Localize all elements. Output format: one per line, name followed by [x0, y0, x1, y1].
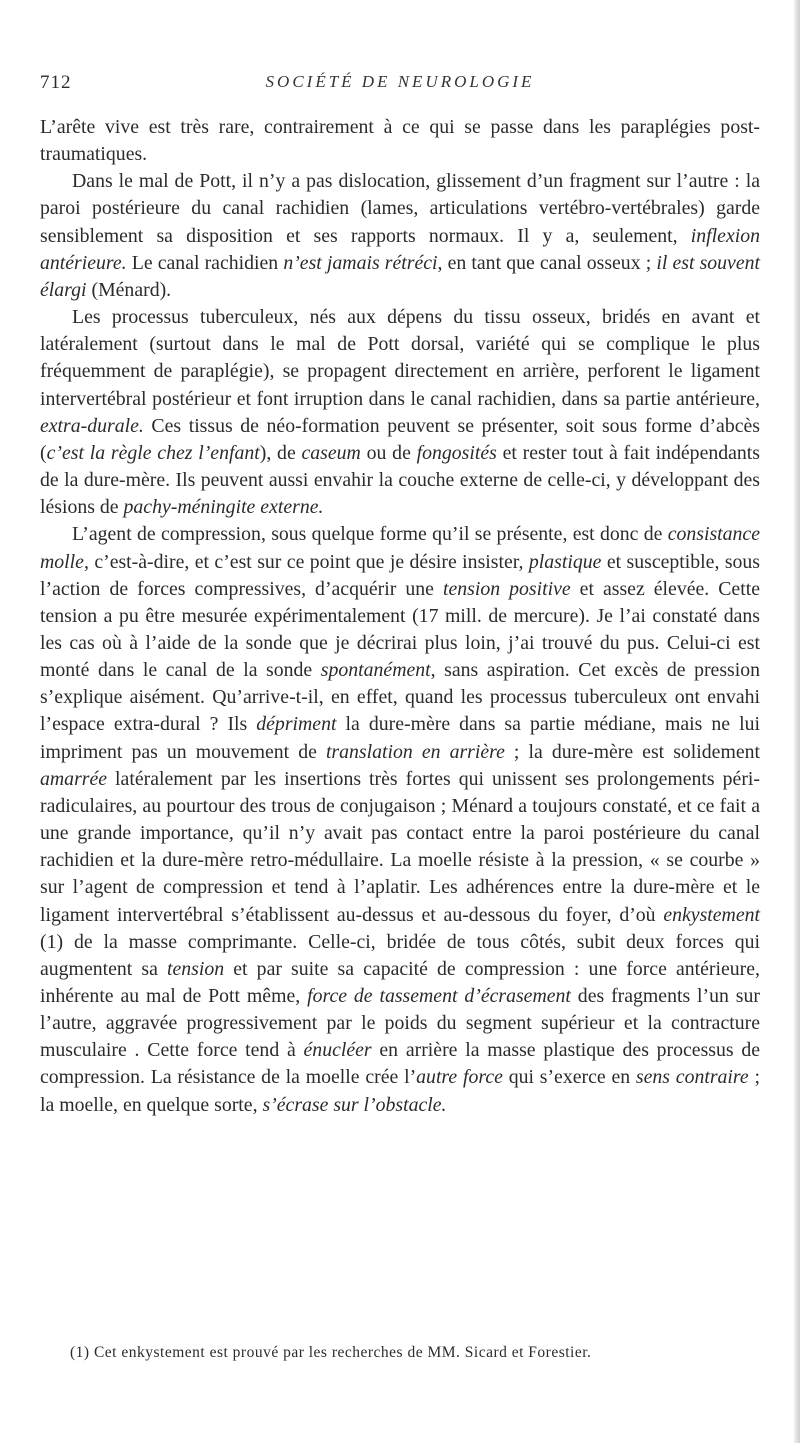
running-head: SOCIÉTÉ DE NEUROLOGIE [265, 72, 535, 91]
paragraph-1: L’arête vive est très rare, contrairement à ce qui se passe dans les paraplégies post-traumatiques. [40, 116, 760, 166]
paragraph-4: L’agent de compression, sous quelque forme qu’il se présente, est donc de consistance molle, c’est-à-dire, et c’est sur ce point que je désire insister, plastique et susceptible, sous l’action de forces compressives, d’acquérir une tension positive et assez élevée. Cette tension a pu être mesurée expérimentalement (17 mill. de mercure). Je l’ai constaté dans les cas où à l’aide de la sonde que je décrirai plus loin, j’ai trouvé du pus. Celui-ci est monté dans le canal de la sonde spontanément, sans aspiration. Cet excès de pression s’explique aisément. Qu’arrive-t-il, en effet, quand les processus tuberculeux ont envahi l’espace extra-dural ? Ils dépriment la dure-mère dans sa partie médiane, mais ne lui impriment pas un mouvement de translation en arrière ; la dure-mère est solidement amarrée latéralement par les insertions très fortes qui unissent ses prolongements péri-radiculaires, au pourtour des trous de conjugaison ; Ménard a toujours constaté, et ce fait a une grande importance, qu’il n’y avait pas contact entre la paroi postérieure du canal rachidien et la dure-mère retro-médullaire. La moelle résiste à la pression, « se courbe » sur l’agent de compression et tend à l’aplatir. Les adhérences entre la dure-mère et le ligament intervertébral s’établissent au-dessus et au-dessous du foyer, d’où enkystement (1) de la masse comprimante. Celle-ci, bridée de tous côtés, subit deux forces qui augmentent sa tension et par suite sa capacité de compression : une force antérieure, inhérente au mal de Pott même, force de tassement d’écrasement des fragments l’un sur l’autre, aggravée progressivement par le poids du segment supérieur et la contracture musculaire . Cette force tend à énucléer en arrière la masse plastique des processus de compression. La résistance de la moelle crée l’autre force qui s’exerce en sens contraire ; la moelle, en quelque sorte, s’écrase sur l’obstacle. [40, 523, 761, 1116]
paragraph-3: Les processus tuberculeux, nés aux dépens du tissu osseux, bridés en avant et latéralement (surtout dans le mal de Pott dorsal, variété qui se complique le plus fréquemment de paraplégie), se propagent directement en arrière, perforent le ligament intervertébral postérieur et font irruption dans le canal rachidien, dans sa partie antérieure, extra-durale. Ces tissus de néo-formation peuvent se présenter, soit sous forme d’abcès (c’est la règle chez l’enfant), de caseum ou de fongosités et rester tout à fait indépendants de la dure-mère. Ils peuvent aussi envahir la couche externe de celle-ci, y développant des lésions de pachy-méningite externe. [40, 306, 761, 519]
page-number: 712 [40, 72, 72, 93]
body-text [40, 114, 760, 1119]
page-header [40, 72, 760, 98]
footnote: (1) Cet enkystement est prouvé par les recherches de MM. Sicard et Forestier. [70, 1344, 592, 1361]
page-edge-shadow [794, 0, 800, 1443]
paragraph-2: Dans le mal de Pott, il n’y a pas dislocation, glissement d’un fragment sur l’autre : la paroi postérieure du canal rachidien (lames, articulations vertébro-vertébrales) garde sensiblement sa disposition et ses rapports normaux. Il y a, seulement, inflexion antérieure. Le canal rachidien n’est jamais rétréci, en tant que canal osseux ; il est souvent élargi (Ménard). [40, 170, 760, 301]
